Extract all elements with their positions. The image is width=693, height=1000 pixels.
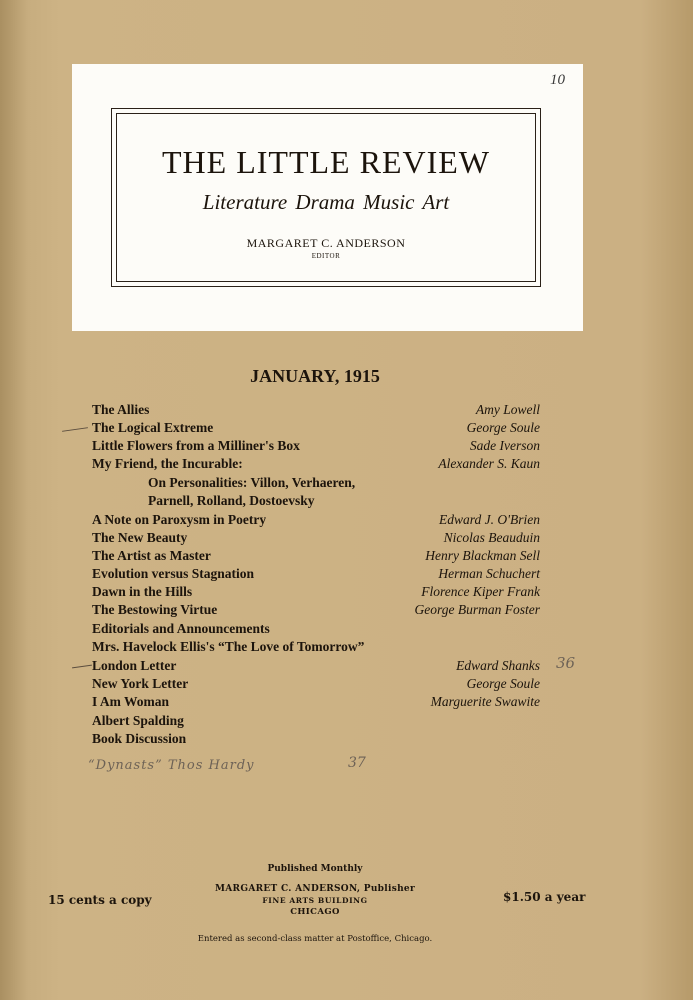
editor-name: MARGARET C. ANDERSON [246, 236, 406, 250]
published-monthly: Published Monthly [267, 864, 363, 874]
toc-author: George Burman Foster [414, 602, 540, 617]
toc-author: George Soule [466, 676, 540, 691]
toc-title: Little Flowers from a Milliner's Box [92, 438, 300, 453]
toc-row [0, 639, 693, 657]
toc-title: Editorials and Announcements [92, 621, 270, 636]
toc-author: Herman Schuchert [438, 566, 540, 581]
toc-title: Mrs. Havelock Ellis's “The Love of Tomorrow” [92, 639, 365, 654]
toc-row [0, 621, 693, 639]
toc-row [0, 512, 693, 530]
toc-row [0, 402, 693, 420]
toc-row [0, 456, 693, 474]
toc-row [0, 584, 693, 602]
toc-title: New York Letter [92, 676, 189, 691]
toc-row [0, 475, 693, 493]
publisher-line: MARGARET C. ANDERSON, Publisher [215, 884, 415, 894]
price-per-copy: 15 cents a copy [48, 893, 152, 907]
toc-title: A Note on Paroxysm in Poetry [92, 512, 267, 527]
toc-title: The Logical Extreme [92, 420, 214, 435]
magazine-title: THE LITTLE REVIEW [162, 144, 490, 180]
toc-author: Amy Lowell [475, 402, 540, 417]
toc-row [0, 438, 693, 456]
toc-author: Marguerite Swawite [430, 694, 540, 709]
title-label [72, 64, 583, 331]
toc-row [0, 676, 693, 694]
publisher-city: CHICAGO [290, 907, 340, 917]
handwritten-note: “Dynasts” Thos Hardy [88, 758, 255, 773]
toc-row [0, 694, 693, 712]
toc-title: On Personalities: Villon, Verhaeren, [148, 475, 356, 490]
toc-title: London Letter [92, 658, 177, 673]
magazine-subtitle: Literature Drama Music Art [202, 190, 450, 214]
toc-author: Alexander S. Kaun [438, 456, 540, 471]
toc-author: Nicolas Beauduin [443, 530, 540, 545]
toc-row [0, 731, 693, 749]
toc-title: The Bestowing Virtue [92, 602, 218, 617]
title-frame-inner [116, 113, 536, 282]
title-frame [111, 108, 541, 287]
postal-notice: Entered as second-class matter at Postoffice, Chicago. [197, 934, 433, 944]
toc-row [0, 420, 693, 438]
toc-title: I Am Woman [92, 694, 170, 709]
publisher-address: FINE ARTS BUILDING [262, 896, 368, 905]
toc-author: Sade Iverson [469, 438, 540, 453]
toc-title: Dawn in the Hills [92, 584, 193, 599]
toc-author: Henry Blackman Sell [425, 548, 540, 563]
toc-row [0, 713, 693, 731]
handwritten-page-number: 36 [556, 654, 576, 672]
handwritten-number: 10 [550, 72, 565, 88]
toc-author: George Soule [466, 420, 540, 435]
toc-title: The New Beauty [92, 530, 188, 545]
toc-row [0, 493, 693, 511]
toc-title: The Artist as Master [92, 548, 211, 563]
toc-author: Edward J. O'Brien [439, 512, 540, 527]
issue-date: JANUARY, 1915 [250, 366, 380, 386]
toc-row [0, 548, 693, 566]
toc-row [0, 602, 693, 620]
toc-author: Florence Kiper Frank [421, 584, 540, 599]
toc-row [0, 530, 693, 548]
price-per-year: $1.50 a year [503, 890, 586, 904]
handwritten-note-page: 37 [348, 755, 366, 771]
editor-role: EDITOR [311, 252, 341, 260]
toc-title: Parnell, Rolland, Dostoevsky [148, 493, 315, 508]
toc-title: The Allies [92, 402, 150, 417]
toc-author: Edward Shanks [456, 658, 540, 673]
toc-title: Evolution versus Stagnation [92, 566, 255, 581]
toc-row [0, 658, 693, 676]
toc-title: Albert Spalding [92, 713, 184, 728]
toc-title: Book Discussion [92, 731, 187, 746]
toc-row [0, 566, 693, 584]
toc-title: My Friend, the Incurable: [92, 456, 243, 471]
